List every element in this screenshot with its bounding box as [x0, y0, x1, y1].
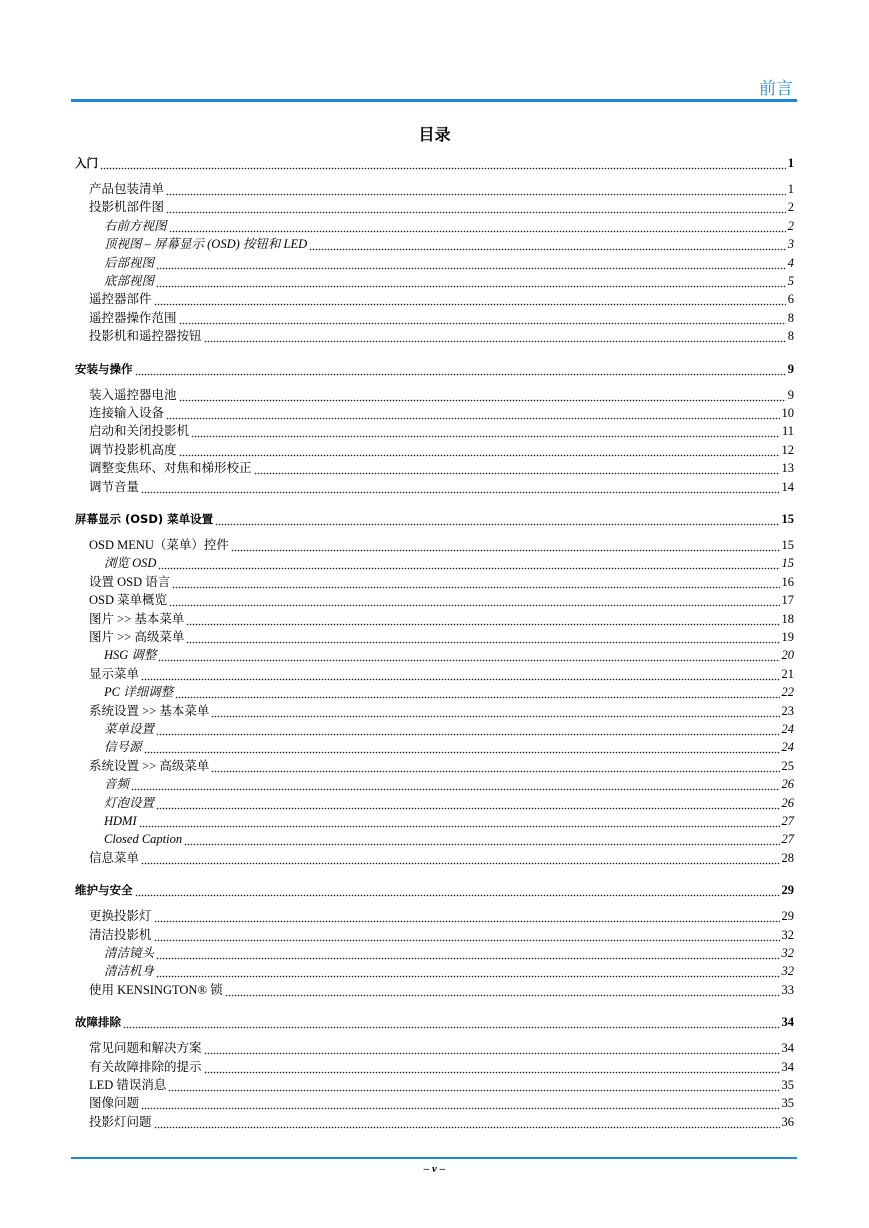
- toc-entry-label: 维护与安全: [75, 883, 133, 898]
- dot-leader: [156, 273, 786, 289]
- toc-entry-label: 顶视图 – 屏幕显示 (OSD) 按钮和 LED: [104, 237, 308, 252]
- toc-entry-page: 23: [781, 703, 794, 718]
- toc-entry-label: 图像问题: [89, 1096, 140, 1111]
- toc-chapter-entry[interactable]: [75, 882, 794, 898]
- dot-leader: [184, 831, 779, 847]
- toc-entry-label: 调节音量: [89, 479, 140, 494]
- toc-chapter-entry[interactable]: [75, 1014, 794, 1030]
- toc-entry-label: 遥控器操作范围: [89, 310, 177, 325]
- toc-entry-label: HSG 调整: [104, 648, 157, 663]
- toc-entry-label: 清洁投影机: [89, 927, 152, 942]
- toc-title: 目录: [418, 125, 451, 144]
- dot-leader: [154, 908, 780, 924]
- toc-entry-page: 34: [781, 1015, 794, 1030]
- toc-entry-label: 投影灯问题: [89, 1114, 152, 1129]
- dot-leader: [172, 574, 779, 590]
- toc-entry-label: 菜单设置: [104, 722, 155, 736]
- dot-leader: [141, 479, 779, 495]
- toc-entry-page: 16: [781, 574, 794, 589]
- toc-entry-label: 投影机和遥控器按钮: [89, 329, 202, 344]
- toc-section-entry[interactable]: [75, 574, 794, 590]
- toc-entry-page: 15: [781, 512, 794, 526]
- toc-subsection-entry[interactable]: [75, 236, 794, 252]
- toc-entry-page: 28: [781, 850, 794, 865]
- toc-section-entry[interactable]: [75, 537, 794, 553]
- toc-entry-page: 32: [781, 946, 794, 960]
- toc-section-entry[interactable]: [75, 423, 794, 439]
- toc-subsection-entry[interactable]: [75, 255, 794, 271]
- dot-leader: [204, 1059, 780, 1075]
- toc-entry-page: 9: [787, 387, 794, 402]
- toc-entry-label: 后部视图: [104, 255, 155, 270]
- dot-leader: [156, 963, 779, 979]
- toc-section-entry[interactable]: [75, 982, 794, 998]
- dot-leader: [166, 405, 779, 421]
- toc-entry-page: 14: [781, 479, 794, 494]
- dot-leader: [141, 1095, 779, 1111]
- toc-entry-label: 清洁镜头: [104, 946, 155, 960]
- toc-entry-page: 26: [781, 795, 794, 810]
- toc-entry-label: 音频: [104, 777, 130, 792]
- toc-section-entry[interactable]: [75, 629, 794, 645]
- toc-section-entry[interactable]: [75, 758, 794, 774]
- dot-leader: [158, 555, 779, 571]
- dot-leader: [169, 218, 786, 234]
- toc-section-entry[interactable]: [75, 460, 794, 476]
- dot-leader: [231, 537, 780, 553]
- dot-leader: [175, 684, 779, 700]
- toc-entry-label: 产品包装清单: [89, 182, 165, 196]
- dot-leader: [204, 328, 786, 344]
- toc-entry-page: 33: [781, 982, 794, 997]
- toc-entry-label: LED 错误消息: [89, 1078, 167, 1092]
- dot-leader: [154, 291, 786, 307]
- toc-entry-label: 图片 >> 基本菜单: [89, 611, 185, 626]
- toc-entry-label: OSD MENU（菜单）控件: [89, 538, 229, 552]
- dot-leader: [135, 361, 786, 377]
- toc-entry-page: 17: [781, 593, 794, 608]
- dot-leader: [211, 758, 779, 774]
- toc-entry-label: 装入遥控器电池: [89, 387, 177, 402]
- dot-leader: [154, 927, 780, 943]
- toc-entry-page: 8: [787, 310, 794, 325]
- toc-entry-label: HDMI: [104, 814, 137, 828]
- toc-section-entry[interactable]: [75, 1077, 794, 1093]
- toc-section-entry[interactable]: [75, 1095, 794, 1111]
- toc-entry-page: 27: [781, 832, 794, 847]
- toc-subsection-entry[interactable]: [75, 813, 794, 829]
- dot-leader: [100, 155, 786, 171]
- toc-entry-page: 15: [781, 538, 794, 552]
- toc-entry-label: 故障排除: [75, 1015, 121, 1030]
- toc-subsection-entry[interactable]: [75, 555, 794, 571]
- toc-section-entry[interactable]: [75, 328, 794, 344]
- toc-entry-page: 2: [787, 200, 794, 215]
- toc-entry-page: 26: [781, 777, 794, 792]
- toc-entry-label: 系统设置 >> 高级菜单: [89, 758, 210, 773]
- toc-chapter-entry[interactable]: [75, 361, 794, 377]
- dot-leader: [179, 387, 786, 403]
- toc-entry-page: 34: [781, 1041, 794, 1056]
- toc-entry-label: PC 详细调整: [104, 685, 174, 700]
- toc-entry-page: 29: [781, 883, 794, 898]
- toc-chapter-entry[interactable]: [75, 155, 794, 171]
- toc-entry-page: 10: [781, 406, 794, 420]
- toc-section-entry[interactable]: [75, 405, 794, 421]
- toc-entry-page: 21: [781, 666, 794, 681]
- toc-section-entry[interactable]: [75, 199, 794, 215]
- toc-section-entry[interactable]: [75, 927, 794, 943]
- dot-leader: [154, 1114, 780, 1130]
- toc-entry-label: 清洁机身: [104, 964, 155, 979]
- dot-leader: [166, 199, 786, 215]
- toc-subsection-entry[interactable]: [75, 721, 794, 737]
- toc-subsection-entry[interactable]: [75, 684, 794, 700]
- toc-entry-label: 入门: [75, 156, 98, 170]
- toc-entry-label: 设置 OSD 语言: [89, 574, 171, 589]
- dot-leader: [179, 442, 780, 458]
- dot-leader: [254, 460, 780, 476]
- toc-section-entry[interactable]: [75, 666, 794, 682]
- toc-entry-label: 更换投影灯: [89, 909, 152, 924]
- dot-leader: [123, 1014, 780, 1030]
- toc-section-entry[interactable]: [75, 611, 794, 627]
- toc-section-entry[interactable]: [75, 442, 794, 458]
- dot-leader: [156, 255, 786, 271]
- dot-leader: [156, 795, 779, 811]
- toc-entry-label: 信息菜单: [89, 850, 140, 865]
- toc-section-entry[interactable]: [75, 181, 794, 197]
- toc-entry-page: 27: [781, 814, 794, 828]
- toc-entry-page: 15: [781, 556, 794, 571]
- toc-entry-page: 35: [781, 1096, 794, 1111]
- dot-leader: [191, 423, 780, 439]
- toc-entry-page: 3: [787, 237, 794, 252]
- toc-entry-page: 18: [781, 611, 794, 626]
- toc-entry-page: 24: [781, 740, 794, 755]
- dot-leader: [141, 666, 779, 682]
- toc-entry-label: 系统设置 >> 基本菜单: [89, 703, 210, 718]
- toc-entry-page: 4: [787, 255, 794, 270]
- toc-section-entry[interactable]: [75, 908, 794, 924]
- toc-subsection-entry[interactable]: [75, 776, 794, 792]
- toc-entry-label: 屏幕显示 (OSD) 菜单设置: [75, 512, 214, 526]
- toc-entry-label: 有关故障排除的提示: [89, 1059, 202, 1074]
- toc-entry-page: 1: [787, 156, 794, 170]
- dot-leader: [131, 776, 779, 792]
- toc-entry-label: 调节投影机高度: [89, 442, 177, 457]
- toc-entry-page: 1: [787, 182, 794, 196]
- footer-rule: [71, 1157, 797, 1159]
- toc-entry-page: 19: [781, 630, 794, 644]
- dot-leader: [166, 181, 786, 197]
- dot-leader: [141, 850, 779, 866]
- dot-leader: [139, 813, 780, 829]
- toc-chapter-entry[interactable]: [75, 511, 794, 527]
- toc-entry-page: 20: [781, 648, 794, 663]
- header-rule: [71, 99, 797, 102]
- toc-entry-page: 35: [781, 1078, 794, 1092]
- toc-entry-page: 22: [781, 685, 794, 700]
- toc-subsection-entry[interactable]: [75, 273, 794, 289]
- dot-leader: [158, 647, 779, 663]
- toc-subsection-entry[interactable]: [75, 739, 794, 755]
- dot-leader: [156, 721, 779, 737]
- toc-subsection-entry[interactable]: [75, 795, 794, 811]
- toc-entry-page: 13: [781, 461, 794, 476]
- toc-entry-label: 图片 >> 高级菜单: [89, 630, 185, 644]
- toc-entry-page: 6: [787, 292, 794, 307]
- header-title: 前言: [759, 79, 793, 99]
- dot-leader: [215, 511, 779, 527]
- toc-entry-label: 灯泡设置: [104, 795, 155, 810]
- toc-section-entry[interactable]: [75, 850, 794, 866]
- toc-section-entry[interactable]: [75, 291, 794, 307]
- toc-section-entry[interactable]: [75, 1114, 794, 1130]
- toc-entry-page: 11: [781, 424, 794, 439]
- dot-leader: [204, 1040, 780, 1056]
- dot-leader: [156, 945, 779, 961]
- toc-entry-label: 连接输入设备: [89, 406, 165, 420]
- toc-entry-label: 浏览 OSD: [104, 556, 157, 571]
- dot-leader: [135, 882, 780, 898]
- dot-leader: [225, 982, 780, 998]
- toc-entry-page: 36: [781, 1114, 794, 1129]
- toc-entry-label: 常见问题和解决方案: [89, 1041, 202, 1056]
- toc-entry-page: 29: [781, 909, 794, 924]
- toc-entry-page: 34: [781, 1059, 794, 1074]
- toc-entry-page: 8: [787, 329, 794, 344]
- toc-entry-label: 调整变焦环、对焦和梯形校正: [89, 461, 252, 476]
- toc-entry-page: 9: [787, 361, 794, 376]
- toc-entry-label: 右前方视图: [104, 218, 167, 233]
- toc-section-entry[interactable]: [75, 479, 794, 495]
- toc-subsection-entry[interactable]: [75, 218, 794, 234]
- toc-section-entry[interactable]: [75, 592, 794, 608]
- toc-entry-label: 底部视图: [104, 274, 155, 288]
- toc-section-entry[interactable]: [75, 1059, 794, 1075]
- toc-entry-label: 显示菜单: [89, 666, 140, 681]
- dot-leader: [179, 310, 786, 326]
- toc-entry-label: 遥控器部件: [89, 292, 152, 307]
- dot-leader: [186, 611, 779, 627]
- dot-leader: [168, 1077, 779, 1093]
- toc-subsection-entry[interactable]: [75, 831, 794, 847]
- toc-entry-page: 2: [787, 218, 794, 233]
- toc-entry-page: 12: [781, 442, 794, 457]
- toc-entry-label: 投影机部件图: [89, 200, 165, 215]
- toc-section-entry[interactable]: [75, 310, 794, 326]
- toc-entry-label: 使用 KENSINGTON® 锁: [89, 982, 223, 997]
- toc-entry-label: 启动和关闭投影机: [89, 424, 190, 439]
- toc-entry-label: OSD 菜单概览: [89, 593, 168, 608]
- toc-entry-page: 5: [787, 274, 794, 288]
- dot-leader: [169, 592, 779, 608]
- toc-entry-page: 25: [781, 758, 794, 773]
- toc-entry-label: 信号源: [104, 740, 142, 755]
- toc-section-entry[interactable]: [75, 387, 794, 403]
- toc-entry-label: 安装与操作: [75, 361, 133, 376]
- dot-leader: [211, 703, 779, 719]
- toc-section-entry[interactable]: [75, 703, 794, 719]
- toc-entry-page: 32: [781, 964, 794, 979]
- toc-subsection-entry[interactable]: [75, 963, 794, 979]
- toc-entry-page: 24: [781, 722, 794, 736]
- toc-entry-label: Closed Caption: [104, 832, 183, 847]
- toc-section-entry[interactable]: [75, 1040, 794, 1056]
- toc-subsection-entry[interactable]: [75, 945, 794, 961]
- toc-subsection-entry[interactable]: [75, 647, 794, 663]
- footer-page-number: – v –: [423, 1163, 446, 1175]
- dot-leader: [309, 236, 786, 252]
- dot-leader: [144, 739, 780, 755]
- toc-entry-page: 32: [781, 927, 794, 942]
- dot-leader: [186, 629, 779, 645]
